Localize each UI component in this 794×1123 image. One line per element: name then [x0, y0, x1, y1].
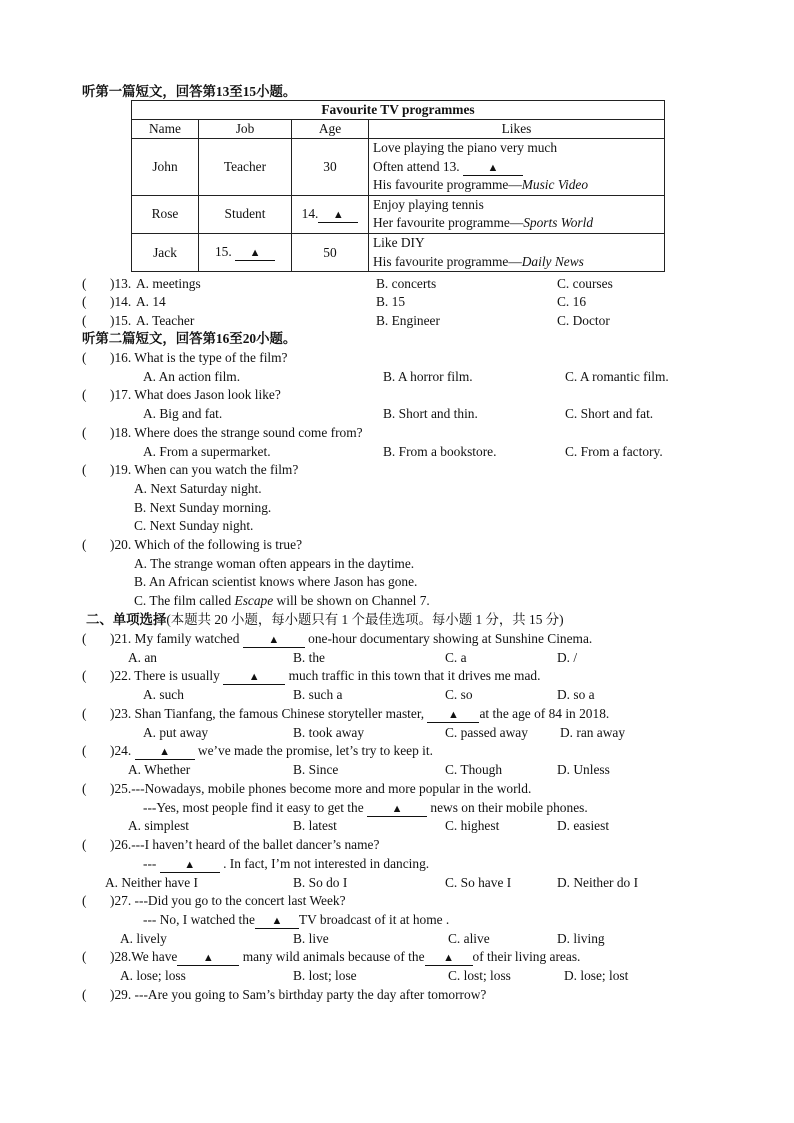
- answer-paren[interactable]: (: [82, 350, 87, 365]
- answer-paren[interactable]: (: [82, 668, 87, 683]
- table-row: John Teacher 30 Love playing the piano very much Often attend 13. ▲ His favourite programme—Music Video: [132, 139, 665, 196]
- table-caption: Favourite TV programmes: [132, 101, 665, 120]
- answer-blank[interactable]: [463, 160, 523, 176]
- header-job: Job: [199, 120, 292, 139]
- triangle-icon: ▲: [184, 859, 196, 871]
- answer-paren[interactable]: (: [82, 743, 87, 758]
- table-row: Jack 15. ▲ 50 Like DIY His favourite programme—Daily News: [132, 233, 665, 271]
- answer-paren[interactable]: (: [82, 294, 87, 309]
- answer-paren[interactable]: (: [82, 781, 87, 796]
- answer-paren[interactable]: (: [82, 706, 87, 721]
- triangle-icon: ▲: [271, 915, 283, 927]
- triangle-icon: ▲: [268, 634, 280, 646]
- header-name: Name: [132, 120, 199, 139]
- answer-blank[interactable]: [427, 707, 479, 723]
- triangle-icon: ▲: [249, 247, 261, 260]
- triangle-icon: ▲: [487, 161, 499, 174]
- triangle-icon: ▲: [202, 952, 214, 964]
- header-likes: Likes: [369, 120, 665, 139]
- answer-blank[interactable]: [177, 950, 239, 966]
- answer-paren[interactable]: (: [82, 313, 87, 328]
- section-2-heading: 听第二篇短文，回答第16至20小题。: [82, 331, 297, 346]
- answer-paren[interactable]: (: [82, 837, 87, 852]
- answer-paren[interactable]: (: [82, 987, 87, 1002]
- answer-paren[interactable]: (: [82, 537, 87, 552]
- section-1-heading: 听第一篇短文，回答第13至15小题。: [82, 84, 297, 99]
- triangle-icon: ▲: [391, 803, 403, 815]
- answer-paren[interactable]: (: [82, 893, 87, 908]
- answer-blank[interactable]: [255, 913, 299, 929]
- part-2-heading: 二、单项选择(本题共 20 小题，每小题只有 1 个最佳选项。每小题 1 分，共 15 分): [86, 612, 564, 627]
- triangle-icon: ▲: [448, 709, 459, 721]
- answer-paren[interactable]: (: [82, 276, 87, 291]
- answer-paren[interactable]: (: [82, 949, 87, 964]
- table-row: Rose Student 14. ▲ Enjoy playing tennis Her favourite programme—Sports World: [132, 195, 665, 233]
- answer-blank[interactable]: [223, 669, 285, 685]
- answer-paren[interactable]: (: [82, 425, 87, 440]
- answer-blank[interactable]: [135, 744, 195, 760]
- answer-blank[interactable]: [235, 245, 275, 261]
- answer-paren[interactable]: (: [82, 462, 87, 477]
- header-age: Age: [292, 120, 369, 139]
- answer-blank[interactable]: [425, 950, 473, 966]
- answer-blank[interactable]: [318, 207, 358, 223]
- answer-blank[interactable]: [367, 801, 427, 817]
- answer-blank[interactable]: [160, 857, 220, 873]
- triangle-icon: ▲: [443, 952, 454, 964]
- triangle-icon: ▲: [159, 746, 170, 758]
- triangle-icon: ▲: [248, 671, 260, 683]
- triangle-icon: ▲: [332, 208, 344, 221]
- favourite-tv-table: [131, 100, 665, 272]
- answer-paren[interactable]: (: [82, 631, 87, 646]
- answer-blank[interactable]: [243, 632, 305, 648]
- answer-paren[interactable]: (: [82, 387, 87, 402]
